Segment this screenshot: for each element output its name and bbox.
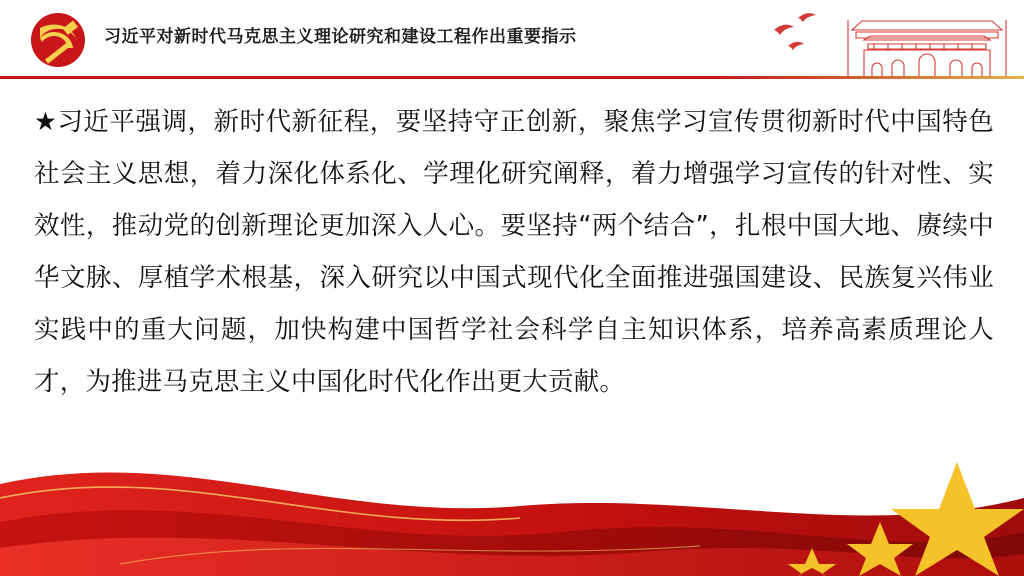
- party-emblem-hammer-sickle-icon: [26, 12, 90, 68]
- slide-header: [0, 0, 1024, 78]
- header-divider: [0, 76, 1024, 79]
- page-title: 习近平对新时代马克思主义理论研究和建设工程作出重要指示: [104, 27, 577, 47]
- red-ribbon-stars-icon: [0, 436, 1024, 576]
- tiananmen-doves-icon: [764, 0, 1024, 78]
- body-paragraph: ★习近平强调，新时代新征程，要坚持守正创新，聚焦学习宣传贯彻新时代中国特色社会主义思想，着力深化体系化、学理化研究阐释，着力增强学习宣传的针对性、实效性，推动党的创新理论更加深入人心。要坚持“两个结合”，扎根中国大地、赓续中华文脉、厚植学术根基，深入研究以中国式现代化全面推进强国建设、民族复兴伟业实践中的重大问题，加快构建中国哲学社会科学自主知识体系，培养高素质理论人才，为推进马克思主义中国化时代化作出更大贡献。: [34, 107, 994, 397]
